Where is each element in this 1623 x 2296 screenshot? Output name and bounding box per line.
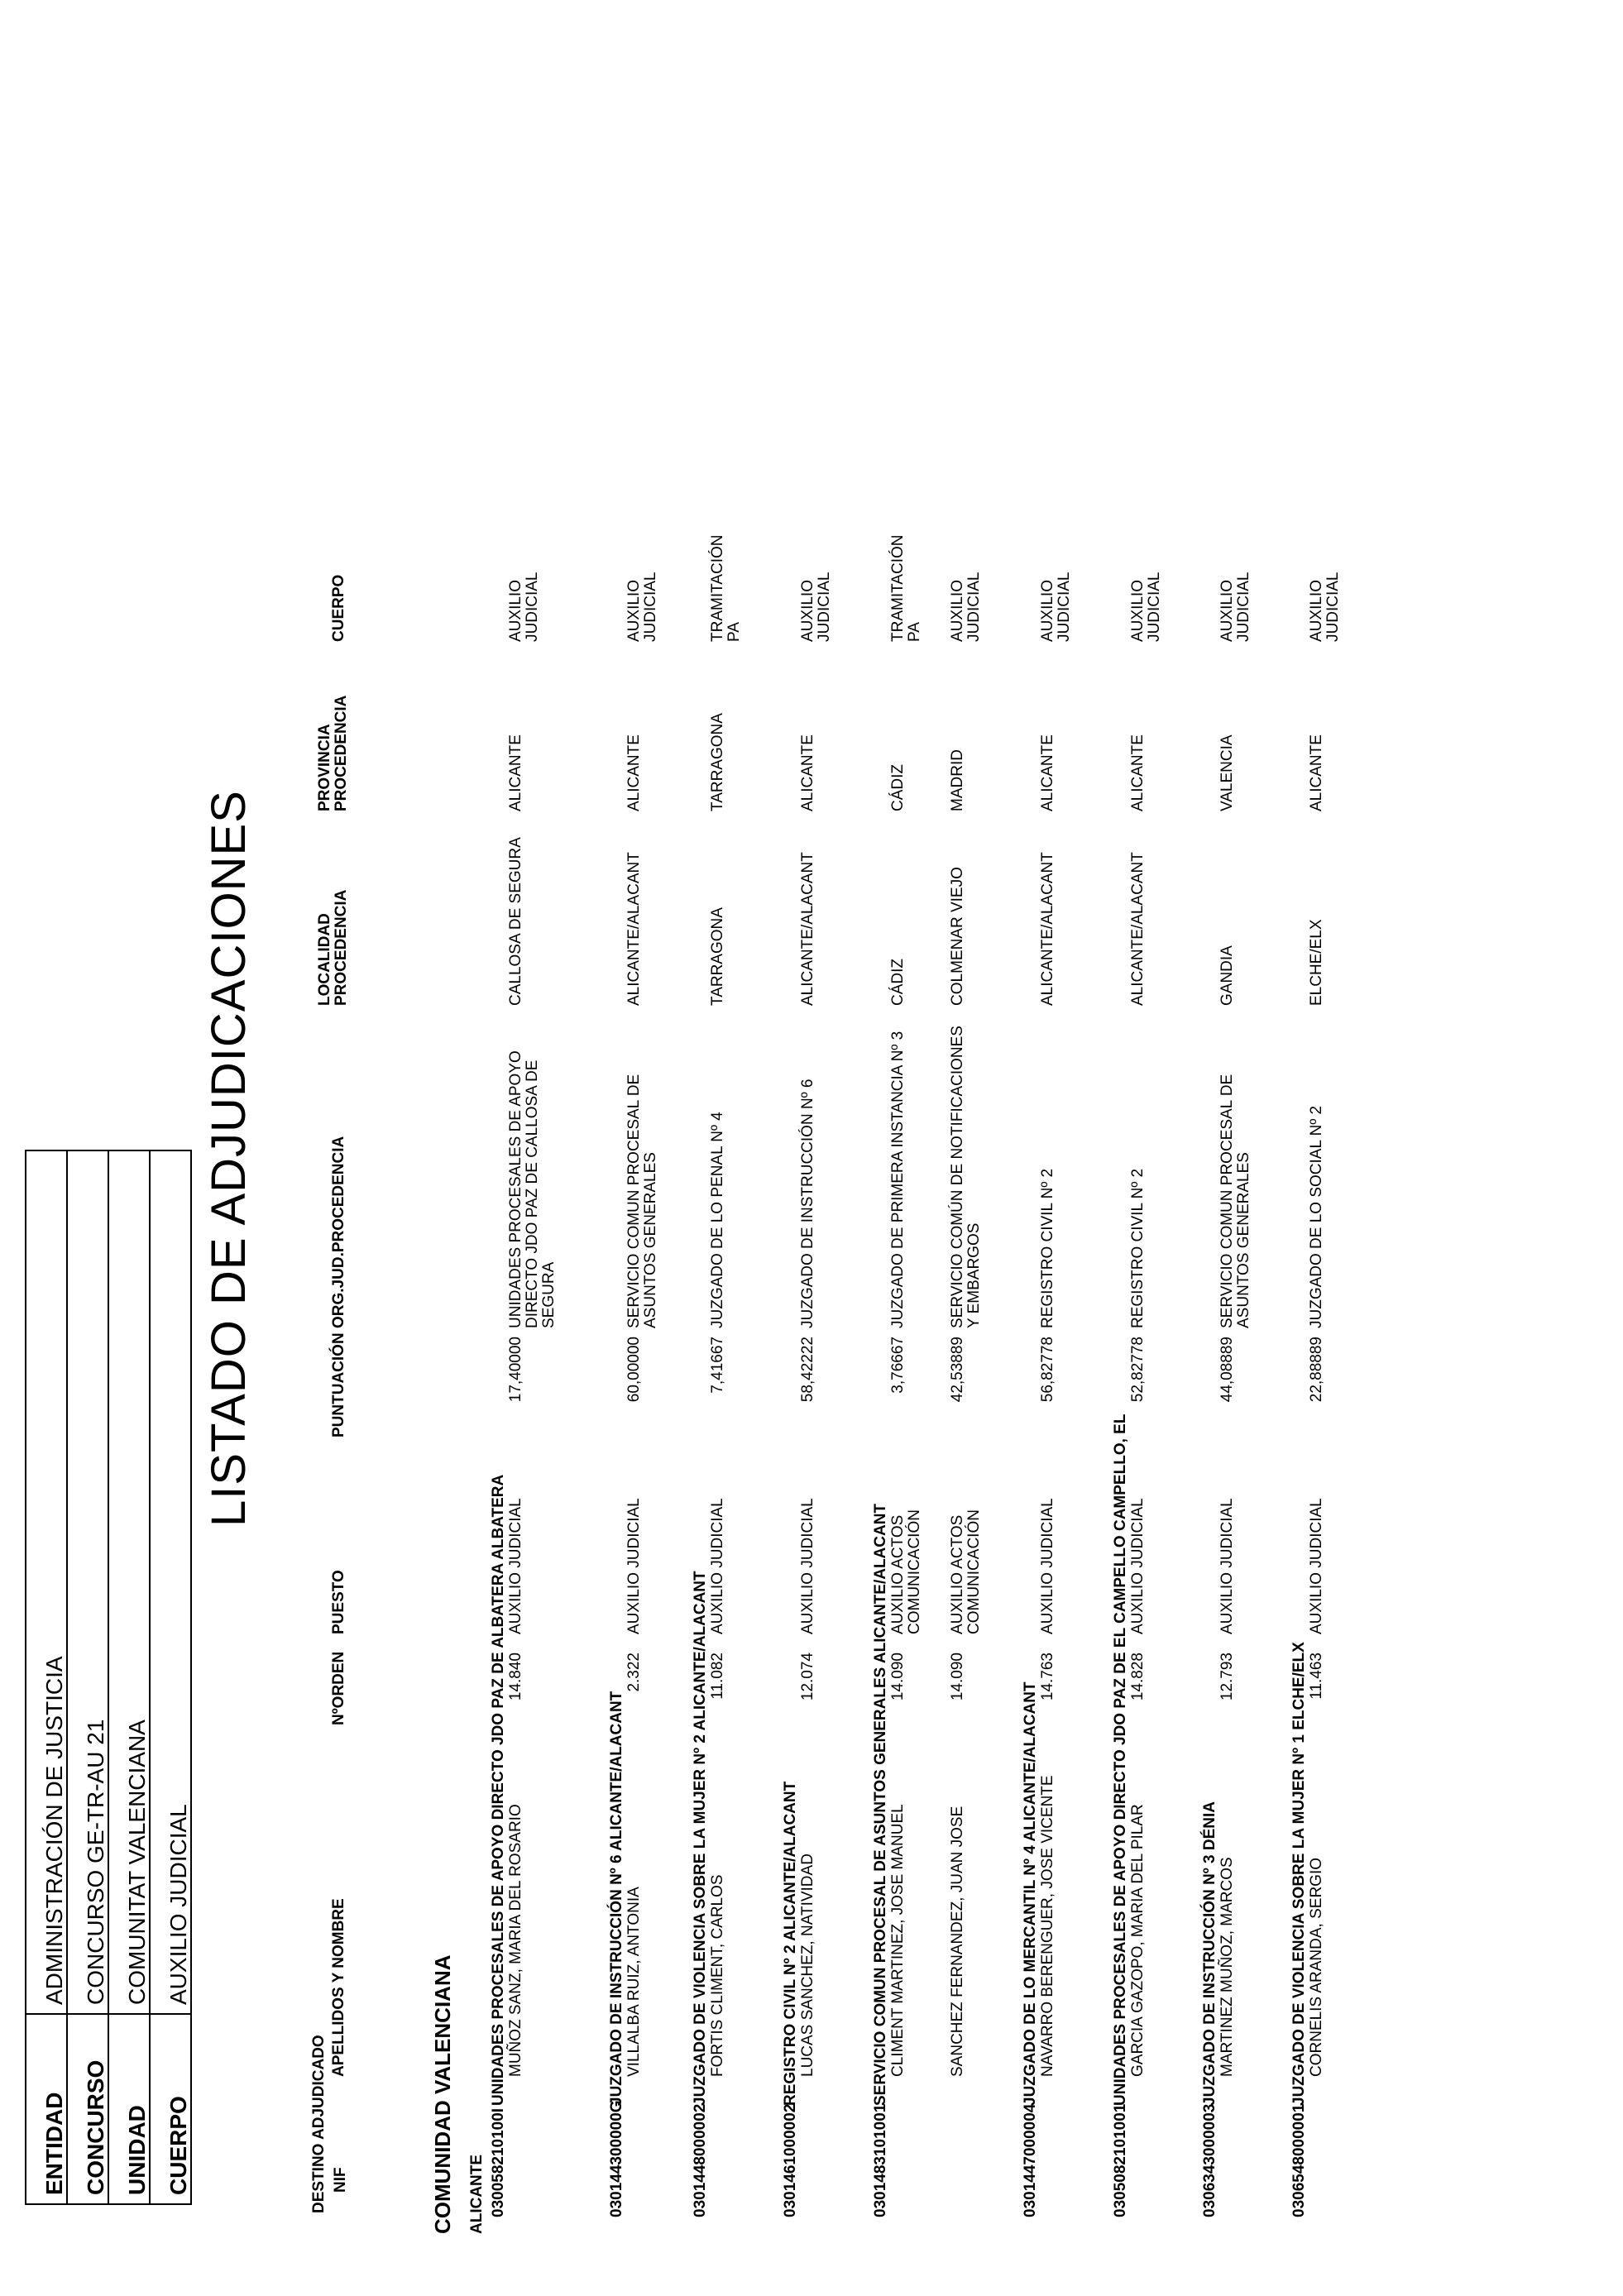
header-org: ORG.JUD.PROCEDENCIA [330,1136,347,1328]
cell-puntuacion: 17,40000 [507,1337,524,1403]
cell-orden: 14.763 [1039,1653,1056,1701]
cell-localidad: TARRAGONA [709,907,726,1006]
info-label: ENTIDAD [26,2014,67,2204]
cell-org: SERVICIO COMUN PROCESAL DE ASUNTOS GENERALES [1218,1074,1252,1328]
cell-org: UNIDADES PROCESALES DE APOYO DIRECTO JDO PAZ DE CALLOSA DE SEGURA [507,1050,558,1328]
destination-name: UNIDADES PROCESALES DE APOYO DIRECTO JDO PAZ DE EL CAMPELLO CAMPELLO, EL [1112,1413,1129,2106]
cell-cuerpo: TRAMITACIÓN PA [889,534,923,642]
cell-provincia: ALICANTE [799,734,816,811]
header-provincia [317,696,350,811]
document-title: LISTADO DE ADJUDICACIONES [202,790,256,1527]
cell-puntuacion: 3,76667 [889,1337,907,1394]
cell-puntuacion: 7,41667 [709,1337,726,1394]
header-provincia-line2: PROCEDENCIA [332,695,350,811]
cell-apellidos: FORTIS CLIMENT, CARLOS [709,1874,726,2077]
info-value: ADMINISTRACIÓN DE JUSTICIA [26,1150,67,2014]
cell-org: REGISTRO CIVIL Nº 2 [1129,1168,1147,1328]
cell-org: SERVICIO COMUN PROCESAL DE ASUNTOS GENERALES [625,1074,659,1328]
cell-apellidos: NAVARRO BERENGUER, JOSE VICENTE [1039,1775,1056,2077]
cell-cuerpo: TRAMITACIÓN PA [709,534,743,642]
header-cuerpo: CUERPO [330,574,347,642]
cell-provincia: ALICANTE [625,734,643,811]
info-row [67,1150,108,2204]
cell-cuerpo: AUXILIO JUDICIAL [507,572,541,642]
header-localidad-line2: PROCEDENCIA [332,889,350,1006]
cell-localidad: ELCHE/ELX [1308,919,1325,1006]
cell-localidad: GANDIA [1218,945,1236,1006]
cell-orden: 2.322 [625,1653,643,1692]
cell-puntuacion: 58,42222 [799,1337,816,1403]
cell-provincia: ALICANTE [1129,734,1147,811]
cell-org: JUZGADO DE PRIMERA INSTANCIA Nº 3 [889,1031,907,1328]
cell-orden: 11.082 [709,1653,726,1700]
cell-puesto: AUXILIO JUDICIAL [625,1498,643,1634]
cell-orden: 14.828 [1129,1653,1147,1701]
cell-cuerpo: AUXILIO JUDICIAL [1129,572,1163,642]
cell-provincia: ALICANTE [1308,734,1325,811]
cell-puntuacion: 44,08889 [1218,1337,1236,1403]
info-label: CUERPO [150,2014,191,2204]
cell-puntuacion: 56,82778 [1039,1337,1056,1403]
destination-code: 030058210100I [490,2107,507,2217]
destination-name: JUZGADO DE VIOLENCIA SOBRE LA MUJER Nº 2 ALICANTE/ALACANT [692,1571,709,2106]
info-label: UNIDAD [108,2014,150,2204]
cell-provincia: ALICANTE [1039,734,1056,811]
destination-code: 0306343000003 [1201,2103,1218,2217]
cell-puesto: AUXILIO JUDICIAL [1308,1498,1325,1634]
destination-code: 030144300000G [608,2100,625,2217]
destination-code: 0301448000002 [692,2103,709,2217]
cell-org: SERVICIO COMÚN DE NOTIFICACIONES Y EMBARGOS [949,1026,983,1328]
cell-localidad: ALICANTE/ALACANT [799,852,816,1006]
cell-localidad: ALICANTE/ALACANT [1129,852,1147,1006]
cell-orden: 12.074 [799,1653,816,1701]
destination-name: JUZGADO DE INSTRUCCIÓN Nº 3 DÉNIA [1201,1801,1218,2106]
destination-code: 0305082101001 [1112,2103,1129,2217]
cell-puesto: AUXILIO JUDICIAL [1039,1498,1056,1634]
province-heading: ALICANTE [468,2154,486,2234]
header-apellidos: APELLIDOS Y NOMBRE [330,1898,347,2077]
cell-puesto: AUXILIO ACTOS COMUNICACIÓN [889,1509,923,1634]
header-destino: DESTINO ADJUDICADO [310,2035,328,2213]
cell-org: REGISTRO CIVIL Nº 2 [1039,1168,1056,1328]
info-value: CONCURSO GE-TR-AU 21 [67,1150,108,2014]
cell-puntuacion: 60,00000 [625,1337,643,1403]
destination-name: JUZGADO DE INSTRUCCIÓN Nº 6 ALICANTE/ALACANT [608,1691,625,2106]
cell-apellidos: VILLALBA RUIZ, ANTONIA [625,1887,643,2077]
info-label: CONCURSO [67,2014,108,2204]
header-orden: NºORDEN [330,1651,347,1725]
cell-puntuacion: 22,88889 [1308,1337,1325,1403]
cell-provincia: MADRID [949,749,966,811]
header-localidad [317,890,350,1006]
cell-localidad: CALLOSA DE SEGURA [507,837,524,1006]
cell-puesto: AUXILIO JUDICIAL [1218,1498,1236,1634]
destination-name: REGISTRO CIVIL Nº 2 ALICANTE/ALACANT [782,1781,799,2106]
header-puesto: PUESTO [330,1570,347,1634]
cell-provincia: VALENCIA [1218,734,1236,811]
cell-cuerpo: AUXILIO JUDICIAL [1218,572,1252,642]
header-provincia-line1: PROVINCIA [316,724,333,811]
cell-provincia: TARRAGONA [709,713,726,811]
cell-localidad: COLMENAR VIEJO [949,867,966,1006]
cell-apellidos: MARTINEZ MUÑOZ, MARCOS [1218,1857,1236,2077]
header-puntuacion: PUNTUACIÓN [330,1332,347,1437]
cell-cuerpo: AUXILIO JUDICIAL [949,572,983,642]
header-nif: NIF [332,2167,349,2193]
cell-org: JUZGADO DE LO SOCIAL Nº 2 [1308,1105,1325,1328]
cell-orden: 11.463 [1308,1653,1325,1700]
info-value: AUXILIO JUDICIAL [150,1150,191,2014]
destination-name: JUZGADO DE VIOLENCIA SOBRE LA MUJER Nº 1 ELCHE/ELX [1290,1642,1308,2106]
cell-localidad: CÁDIZ [889,959,907,1006]
cell-orden: 14.090 [949,1653,966,1701]
destination-name: SERVICIO COMUN PROCESAL DE ASUNTOS GENERALES ALICANTE/ALACANT [872,1503,889,2106]
info-row [26,1150,67,2204]
cell-puesto: AUXILIO ACTOS COMUNICACIÓN [949,1509,983,1634]
cell-org: JUZGADO DE INSTRUCCIÓN Nº 6 [799,1079,816,1328]
cell-puntuacion: 42,53889 [949,1337,966,1403]
cell-provincia: CÁDIZ [889,764,907,811]
region-heading: COMUNIDAD VALENCIANA [430,1954,455,2234]
cell-cuerpo: AUXILIO JUDICIAL [1308,572,1342,642]
cell-puesto: AUXILIO JUDICIAL [1129,1498,1147,1634]
info-row [150,1150,191,2204]
cell-cuerpo: AUXILIO JUDICIAL [1039,572,1073,642]
destination-name: JUZGADO DE LO MERCANTIL Nº 4 ALICANTE/ALACANT [1022,1681,1039,2106]
destination-code: 0306548000001 [1290,2103,1308,2217]
cell-puesto: AUXILIO JUDICIAL [709,1498,726,1634]
cell-org: JUZGADO DE LO PENAL Nº 4 [709,1112,726,1328]
cell-apellidos: LUCAS SANCHEZ, NATIVIDAD [799,1854,816,2077]
destination-code: 0301461000002 [782,2103,799,2217]
cell-orden: 12.793 [1218,1653,1236,1701]
cell-orden: 14.090 [889,1653,907,1701]
destination-code: 0301447000004 [1022,2103,1039,2217]
cell-cuerpo: AUXILIO JUDICIAL [625,572,659,642]
destination-name: UNIDADES PROCESALES DE APOYO DIRECTO JDO PAZ DE ALBATERA ALBATERA [490,1474,507,2106]
header-localidad-line1: LOCALIDAD [316,913,333,1006]
cell-provincia: ALICANTE [507,734,524,811]
cell-orden: 14.840 [507,1653,524,1701]
destination-code: 0301483101001 [872,2103,889,2217]
cell-localidad: ALICANTE/ALACANT [1039,852,1056,1006]
cell-apellidos: MUÑOZ SANZ, MARIA DEL ROSARIO [507,1804,524,2077]
cell-puesto: AUXILIO JUDICIAL [799,1498,816,1634]
cell-puntuacion: 52,82778 [1129,1337,1147,1403]
cell-apellidos: CORNELIS ARANDA, SERGIO [1308,1857,1325,2077]
header-info-box [25,1150,192,2205]
cell-localidad: ALICANTE/ALACANT [625,852,643,1006]
cell-puesto: AUXILIO JUDICIAL [507,1498,524,1634]
info-row [108,1150,150,2204]
cell-cuerpo: AUXILIO JUDICIAL [799,572,833,642]
cell-apellidos: SANCHEZ FERNANDEZ, JUAN JOSE [949,1806,966,2077]
info-value: COMUNITAT VALENCIANA [108,1150,150,2014]
cell-apellidos: CLIMENT MARTINEZ, JOSE MANUEL [889,1804,907,2077]
cell-apellidos: GARCIA GAZOPO, MARIA DEL PILAR [1129,1804,1147,2077]
